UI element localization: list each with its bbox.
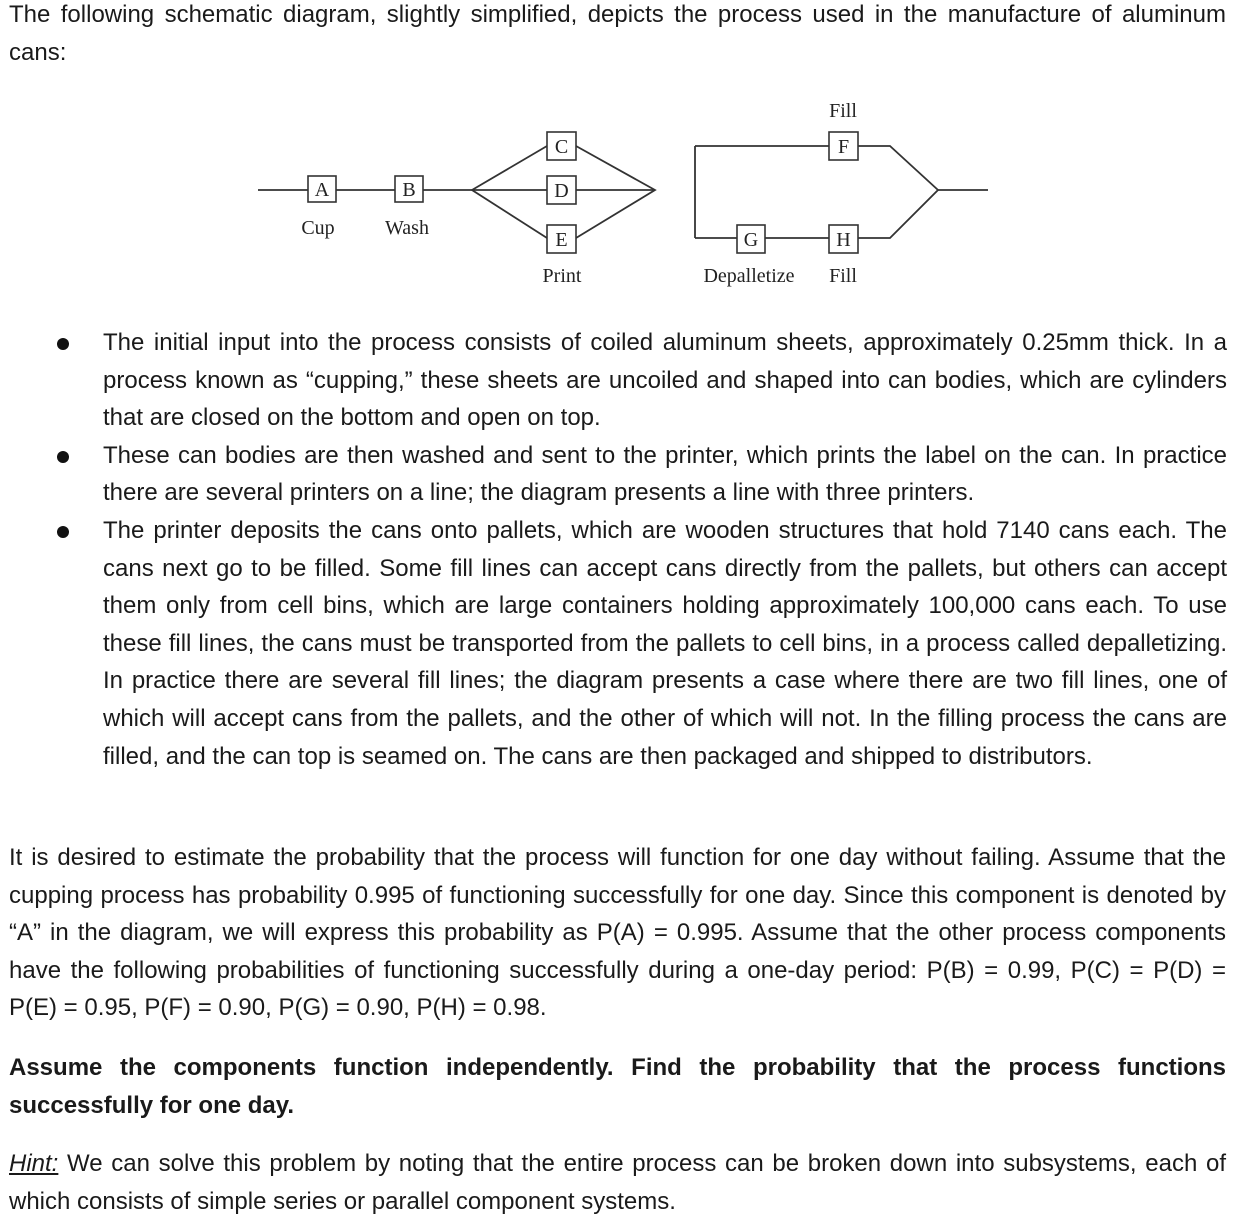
process-schematic-diagram	[250, 92, 1000, 292]
intro-paragraph: The following schematic diagram, slightly simplified, depicts the process used in the manufacture of aluminum cans:	[9, 1, 1226, 66]
bullet-text: The printer deposits the cans onto pallets, which are wooden structures that hold 7140 cans each. The cans next go to be filled. Some fill lines can accept cans directly from the pallets, but others can accept them only from cell bins, which are large containers holding approximately 100,000 cans each. To use these fill lines, the cans must be transported from the pallets to cell bins, in a process called depalletizing. In practice there are several fill lines; the diagram presents a case where there are two fill lines, one of which will accept cans from the pallets, and the other of which will not. In the filling process the cans are filled, and the can top is seamed on. The cans are then packaged and shipped to distributors.	[103, 516, 1227, 770]
list-item	[0, 437, 1227, 512]
component-E-letter: E	[555, 229, 568, 251]
list-item	[0, 512, 1227, 775]
bullet-icon	[57, 451, 69, 463]
component-A-letter: A	[314, 179, 330, 201]
component-B-letter: B	[402, 179, 416, 201]
hint-label: Hint:	[9, 1150, 59, 1177]
component-H-letter: H	[836, 229, 851, 251]
bullet-icon	[57, 338, 69, 350]
fill-merge-lines	[858, 146, 938, 238]
bullet-icon	[57, 526, 69, 538]
label-print: Print	[542, 265, 582, 287]
question-paragraph: Assume the components function independently. Find the probability that the process functions successfully for one day.	[9, 1054, 1226, 1119]
hint-text: We can solve this problem by noting that the entire process can be broken down into subsystems, each of which consists of simple series or parallel component systems.	[9, 1150, 1226, 1215]
label-fill-bottom: Fill	[829, 265, 857, 287]
label-depalletize: Depalletize	[703, 265, 795, 287]
bullet-text: These can bodies are then washed and sent to the printer, which prints the label on the can. In practice there are several printers on a line; the diagram presents a line with three printers.	[103, 441, 1227, 507]
component-D-letter: D	[554, 180, 569, 202]
hint-paragraph	[9, 1145, 1226, 1220]
estimate-paragraph: It is desired to estimate the probability that the process will function for one day without failing. Assume that the cupping process has probability 0.995 of functioning successfully for one day. Since this component is denoted by “A” in the diagram, we will express this probability as P(A) = 0.995. Assume that the other process components have the following probabilities of functioning successfully during a one-day period: P(B) = 0.99, P(C) = P(D) = P(E) = 0.95, P(F) = 0.90, P(G) = 0.90, P(H) = 0.98.	[9, 844, 1226, 1022]
print-split-lines	[472, 146, 547, 238]
component-F-letter: F	[837, 136, 850, 158]
component-G-letter: G	[743, 229, 759, 251]
list-item	[0, 324, 1227, 437]
bullet-text: The initial input into the process consists of coiled aluminum sheets, approximately 0.25mm thick. In a process known as “cupping,” these sheets are uncoiled and shaped into can bodies, which are cylinders that are closed on the bottom and open on top.	[103, 329, 1227, 432]
component-C-letter: C	[554, 136, 569, 158]
label-cup: Cup	[301, 217, 335, 239]
print-merge-lines	[576, 146, 655, 238]
label-fill-top: Fill	[829, 100, 857, 122]
label-wash: Wash	[385, 217, 429, 239]
process-bullet-list	[0, 324, 1244, 775]
